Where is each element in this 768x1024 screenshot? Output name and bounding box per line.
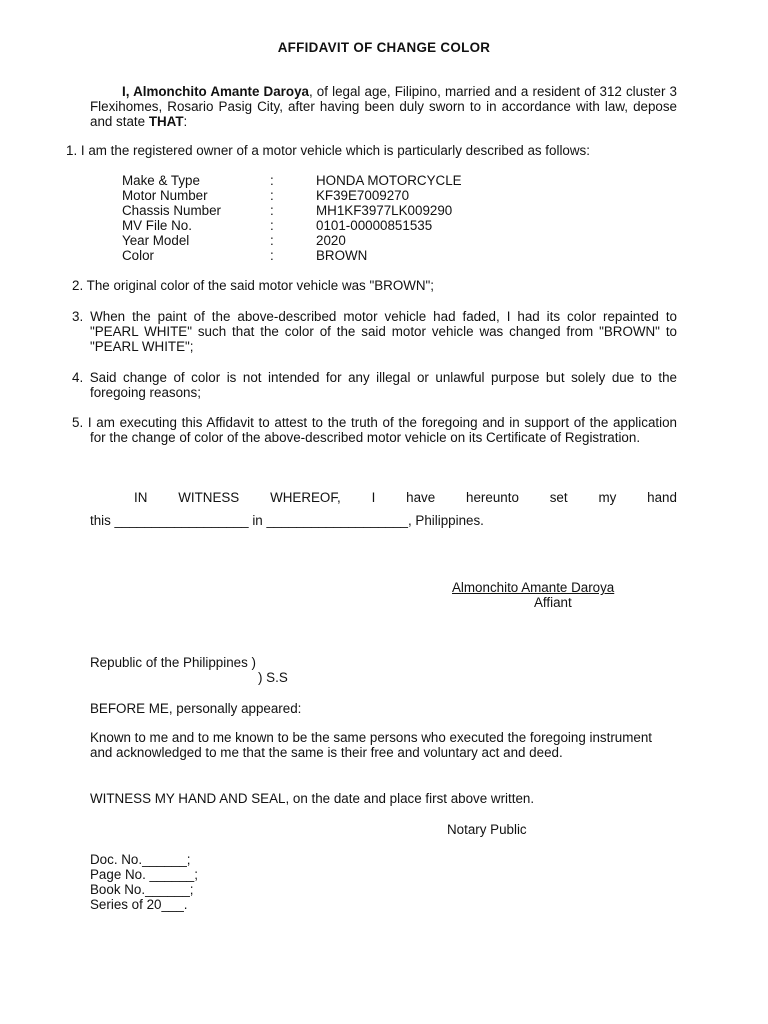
vehicle-row	[122, 203, 462, 218]
witness-word: hereunto	[466, 490, 519, 505]
intro-end: :	[183, 114, 188, 129]
vehicle-colon: :	[270, 218, 274, 233]
vehicle-details-table	[122, 173, 462, 263]
intro-paragraph	[90, 84, 677, 129]
witness-word: set	[549, 490, 568, 505]
vehicle-label: Color	[122, 248, 154, 263]
item-2: 2. The original color of the said motor vehicle was "BROWN";	[72, 278, 435, 293]
vehicle-label: MV File No.	[122, 218, 192, 233]
affiant-signature-name: Almonchito Amante Daroya	[452, 580, 615, 595]
affiant-name: I, Almonchito Amante Daroya	[122, 84, 309, 99]
vehicle-label: Make & Type	[122, 173, 200, 188]
vehicle-value: KF39E7009270	[316, 188, 410, 203]
witness-word: hand	[647, 490, 677, 505]
vehicle-row	[122, 173, 462, 188]
page-no: Page No. ______;	[90, 867, 198, 882]
vehicle-row	[122, 188, 462, 203]
notary-public-label: Notary Public	[447, 822, 527, 837]
vehicle-colon: :	[270, 173, 274, 188]
item-4: 4. Said change of color is not intended for any illegal or unlawful purpose but solely due to the foregoing reasons;	[72, 370, 677, 400]
witness-word: have	[406, 490, 436, 505]
vehicle-colon: :	[270, 233, 274, 248]
item-3: 3. When the paint of the above-described motor vehicle had faded, I had its color repainted to "PEARL WHITE" such that the color of the said motor vehicle was changed from "BROWN" to "PEARL WHITE";	[72, 309, 677, 354]
witness-word: WITNESS	[178, 490, 240, 505]
witness-word: IN	[134, 490, 148, 505]
item-1: 1. I am the registered owner of a motor vehicle which is particularly described as follows:	[66, 143, 590, 158]
witness-word: WHEREOF,	[270, 490, 341, 505]
document-references	[90, 852, 198, 912]
vehicle-label: Chassis Number	[122, 203, 221, 218]
republic-line: Republic of the Philippines )	[90, 655, 256, 670]
witness-seal-line: WITNESS MY HAND AND SEAL, on the date and place first above written.	[90, 791, 535, 806]
item-5: 5. I am executing this Affidavit to attest to the truth of the foregoing and in support of the application for the change of color of the above-described motor vehicle on its Certificate of Registration.	[72, 415, 677, 445]
vehicle-label: Year Model	[122, 233, 190, 248]
affiant-role: Affiant	[534, 595, 572, 610]
vehicle-colon: :	[270, 188, 274, 203]
ss-line: ) S.S	[258, 670, 288, 685]
vehicle-value: 0101-00000851535	[316, 218, 433, 233]
vehicle-value: 2020	[316, 233, 346, 248]
intro-that: THAT	[148, 114, 184, 129]
series-no: Series of 20___.	[90, 897, 188, 912]
vehicle-row	[122, 218, 462, 233]
witness-word: my	[598, 490, 617, 505]
witness-line-1	[90, 490, 677, 505]
doc-no: Doc. No.______;	[90, 852, 191, 867]
book-no: Book No.______;	[90, 882, 194, 897]
intro-text: , of legal age, Filipino, married and a resident of 312 cluster 3 Flexihomes, Rosario Pasig City, after having been duly sworn to in accordance with law, depose and state	[90, 84, 677, 129]
affiant-signature-block	[452, 580, 642, 610]
vehicle-value: MH1KF3977LK009290	[316, 203, 453, 218]
known-paragraph: Known to me and to me known to be the same persons who executed the foregoing instrument and acknowledged to me that the same is their free and voluntary act and deed.	[90, 730, 652, 760]
vehicle-row	[122, 248, 462, 263]
vehicle-value: BROWN	[316, 248, 368, 263]
before-me-line: BEFORE ME, personally appeared:	[90, 701, 302, 716]
vehicle-row	[122, 233, 462, 248]
witness-word: I	[371, 490, 376, 505]
vehicle-label: Motor Number	[122, 188, 208, 203]
witness-line-2: this __________________ in ___________________, Philippines.	[90, 513, 484, 528]
vehicle-colon: :	[270, 248, 274, 263]
witness-clause	[90, 490, 677, 528]
vehicle-colon: :	[270, 203, 274, 218]
document-title: AFFIDAVIT OF CHANGE COLOR	[277, 40, 491, 55]
vehicle-value: HONDA MOTORCYCLE	[316, 173, 462, 188]
